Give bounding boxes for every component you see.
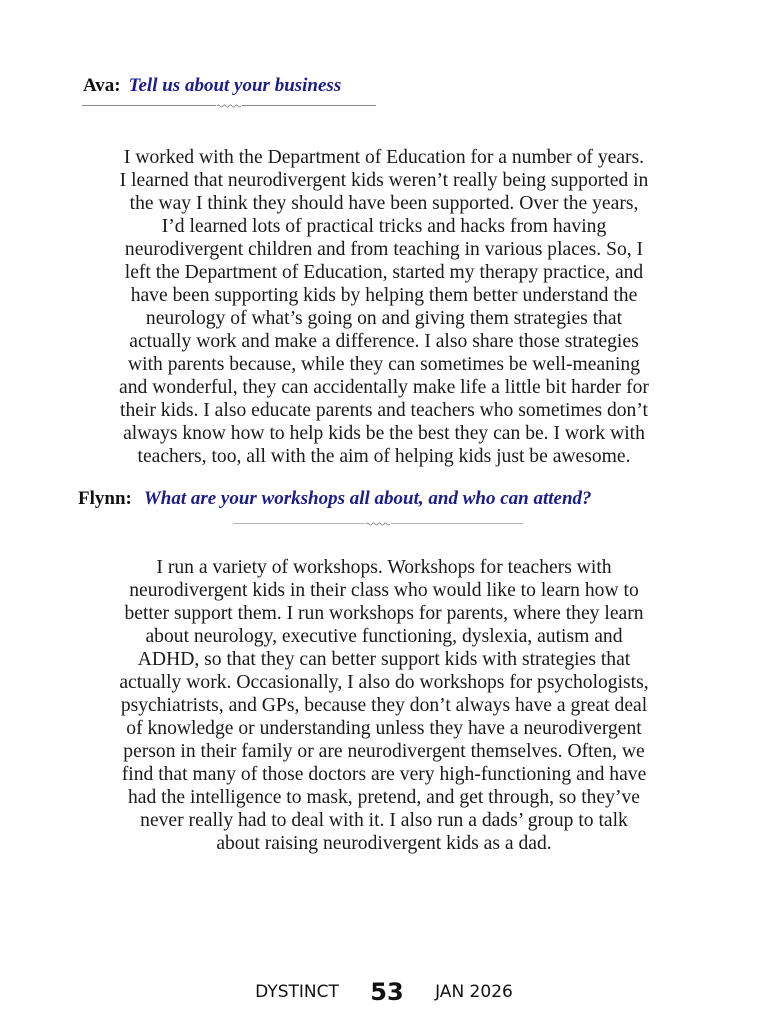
squiggle-ornament-icon (216, 103, 242, 109)
answer-line: I worked with the Department of Education for a number of years. (123, 147, 645, 168)
answer-line: with parents because, while they can sometimes be well-meaning (128, 354, 640, 375)
answer-line: the way I think they should have been supported. Over the years, (129, 193, 639, 214)
squiggle-ornament-icon (365, 521, 391, 527)
answer-line: I’d learned lots of practical tricks and hacks from having (161, 216, 607, 237)
question-heading-2 (78, 488, 592, 510)
page-footer (0, 978, 768, 1006)
answer-line: I learned that neurodivergent kids weren’t really being supported in (119, 170, 649, 191)
answer-line: always know how to help kids be the best they can be. I work with (123, 423, 645, 444)
answer-line: about raising neurodivergent kids as a dad. (216, 833, 552, 854)
answer-line: find that many of those doctors are very high-functioning and have (121, 764, 647, 785)
question-heading-1 (83, 75, 341, 97)
interviewer-name: Ava: (83, 75, 121, 96)
answer-line: neurodivergent kids in their class who would like to learn how to (129, 580, 639, 601)
answer-line: of knowledge or understanding unless they have a neurodivergent (126, 718, 642, 739)
answer-line: left the Department of Education, started my therapy practice, and (124, 262, 644, 283)
answer-line: and wonderful, they can accidentally make life a little bit harder for (119, 377, 649, 398)
section-divider (82, 103, 376, 109)
answer-line: better support them. I run workshops for parents, where they learn (124, 603, 644, 624)
answer-line: their kids. I also educate parents and teachers who sometimes don’t (120, 400, 648, 421)
answer-line: ADHD, so that they can better support kids with strategies that (137, 649, 631, 670)
answer-line: psychiatrists, and GPs, because they don’t always have a great deal (120, 695, 648, 716)
interviewer-name: Flynn: (78, 488, 132, 509)
question-text: What are your workshops all about, and who can attend? (143, 488, 592, 509)
answer-line: teachers, too, all with the aim of helping kids just be awesome. (137, 446, 631, 467)
answer-line: person in their family or are neurodivergent themselves. Often, we (123, 741, 645, 762)
answer-line: I run a variety of workshops. Workshops for teachers with (156, 557, 612, 578)
answer-line: actually work. Occasionally, I also do workshops for psychologists, (119, 672, 649, 693)
question-text: Tell us about your business (128, 75, 342, 96)
answer-paragraph-2 (70, 556, 698, 855)
section-divider (233, 521, 523, 527)
publication-name: DYSTINCT (255, 982, 339, 1002)
answer-line: neurodivergent children and from teaching in various places. So, I (124, 239, 644, 260)
answer-line: have been supporting kids by helping them better understand the (130, 285, 638, 306)
answer-line: about neurology, executive functioning, dyslexia, autism and (145, 626, 623, 647)
page-number: 53 (370, 978, 404, 1006)
answer-line: neurology of what’s going on and giving them strategies that (145, 308, 623, 329)
answer-paragraph-1 (70, 146, 698, 468)
answer-line: never really had to deal with it. I also run a dads’ group to talk (140, 810, 628, 831)
answer-line: actually work and make a difference. I also share those strategies (129, 331, 639, 352)
answer-line: had the intelligence to mask, pretend, and get through, so they’ve (127, 787, 640, 808)
issue-date: JAN 2026 (435, 982, 513, 1002)
